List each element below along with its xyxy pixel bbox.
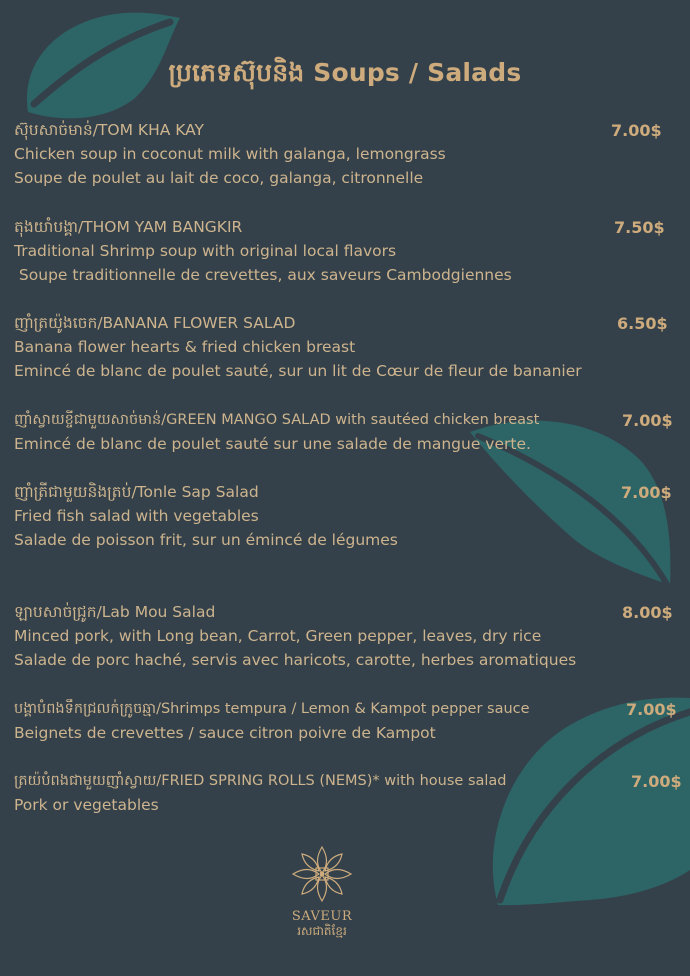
- item-price: 7.50$: [614, 218, 665, 237]
- page-title: ប្រភេទស៊ុបនិង Soups / Salads: [168, 58, 522, 87]
- menu-item: [14, 215, 512, 287]
- item-desc-en: Fried fish salad with vegetables: [14, 507, 259, 525]
- item-name: ញាំត្រយ៉ូងចេក/BANANA FLOWER SALAD: [14, 314, 296, 332]
- brand-logo: [290, 843, 354, 941]
- item-price: 7.00$: [631, 772, 682, 791]
- item-desc-fr: Emincé de blanc de poulet sauté, sur un lit de Cœur de fleur de bananier: [14, 362, 582, 380]
- item-name: ស៊ុបសាច់មាន់/TOM KHA KAY: [14, 121, 205, 139]
- item-desc-en: Minced pork, with Long bean, Carrot, Green pepper, leaves, dry rice: [14, 627, 542, 645]
- item-desc-en: Traditional Shrimp soup with original local flavors: [14, 242, 397, 260]
- brand-name-khmer: រសជាតិខ្មែរ: [297, 924, 347, 938]
- item-name: ញាំស្វាយខ្ចីជាមួយសាច់មាន់/GREEN MANGO SALAD with sautéed chicken breast: [14, 412, 540, 428]
- item-price: 7.00$: [611, 121, 662, 140]
- item-price: 7.00$: [621, 483, 672, 502]
- item-name: ញាំត្រីជាមួយនិងត្រប់/Tonle Sap Salad: [14, 483, 259, 501]
- item-name: ត្រយ៉បំពងជាមួយញាំស្វាយ/FRIED SPRING ROLLS (NEMS)* with house salad: [14, 773, 507, 789]
- menu-item: [14, 118, 446, 190]
- item-desc-fr: Salade de porc haché, servis avec haricots, carotte, herbes aromatiques: [14, 651, 577, 669]
- item-name: តុងយាំបង្គា/THOM YAM BANGKIR: [14, 218, 243, 236]
- brand-name: SAVEUR: [291, 909, 353, 924]
- item-desc-fr: Soupe de poulet au lait de coco, galanga, citronnelle: [14, 169, 424, 187]
- lotus-logo-icon: [290, 843, 354, 905]
- item-price: 7.00$: [626, 700, 677, 719]
- item-desc-fr: Soupe traditionnelle de crevettes, aux saveurs Cambodgiennes: [14, 266, 512, 284]
- menu-item: [14, 311, 582, 383]
- item-desc-en: Emincé de blanc de poulet sauté sur une salade de mangue verte.: [14, 435, 531, 453]
- item-price: 8.00$: [622, 603, 673, 622]
- menu-item: [14, 697, 530, 745]
- item-price: 7.00$: [622, 411, 673, 430]
- menu-item: [14, 408, 539, 456]
- item-name: ឡាបសាច់ជ្រូក/Lab Mou Salad: [14, 603, 216, 621]
- item-name: បង្គាបំពងទឹកជ្រលក់ក្រូចឆ្មា/Shrimps tempura / Lemon & Kampot pepper sauce: [14, 701, 530, 717]
- item-price: 6.50$: [617, 314, 668, 333]
- menu-item: [14, 480, 398, 552]
- item-desc-en: Pork or vegetables: [14, 796, 159, 814]
- item-desc-en: Beignets de crevettes / sauce citron poivre de Kampot: [14, 724, 436, 742]
- menu-item: [14, 600, 576, 672]
- item-desc-en: Banana flower hearts & fried chicken breast: [14, 338, 356, 356]
- item-desc-fr: Salade de poisson frit, sur un émincé de légumes: [14, 531, 398, 549]
- menu-item: [14, 769, 507, 817]
- item-desc-en: Chicken soup in coconut milk with galanga, lemongrass: [14, 145, 446, 163]
